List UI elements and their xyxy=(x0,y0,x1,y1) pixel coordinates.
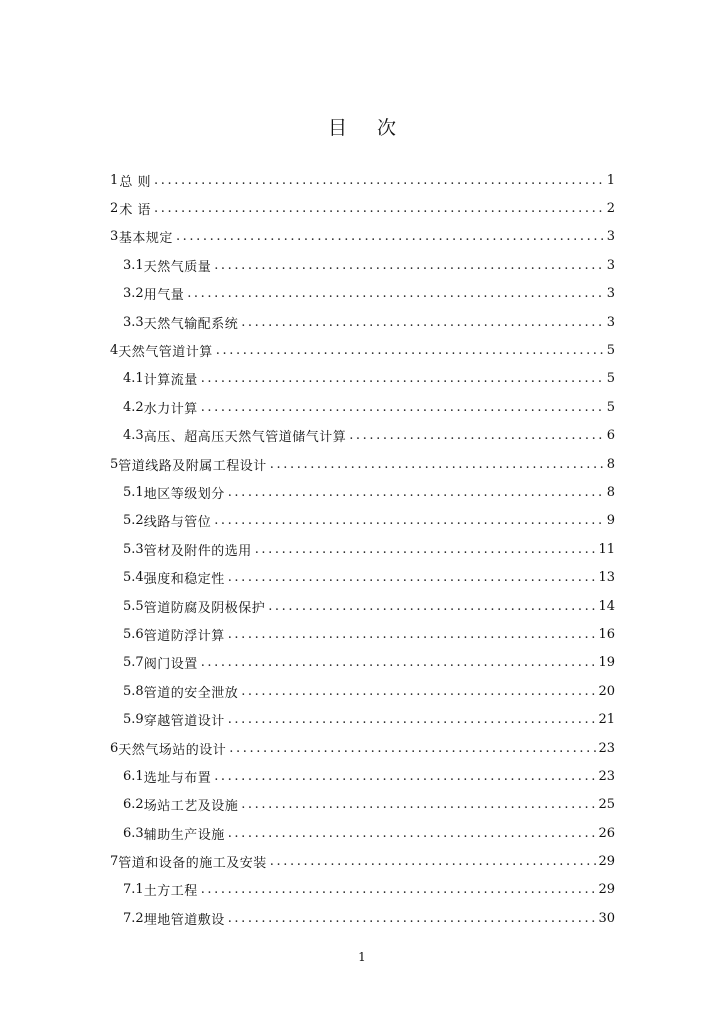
toc-entry-number: 2 xyxy=(110,201,119,217)
toc-entry-title: 管道防腐及阴极保护 xyxy=(143,600,266,616)
toc-entry-page: 9 xyxy=(606,513,615,529)
dot-leader xyxy=(241,684,596,699)
toc-entry-title: 场站工艺及设施 xyxy=(143,799,239,815)
toc-entry-number: 6.3 xyxy=(123,825,144,841)
toc-entry-page: 11 xyxy=(598,541,615,557)
toc-entry[interactable] xyxy=(110,762,615,790)
toc-entry[interactable] xyxy=(110,677,615,705)
dot-leader xyxy=(216,343,605,358)
toc-entry-page: 2 xyxy=(606,201,615,217)
toc-entry-title: 土方工程 xyxy=(143,884,198,900)
dot-leader xyxy=(201,400,605,415)
toc-entry-title: 管道的安全泄放 xyxy=(143,685,239,701)
toc-entry-title: 术 语 xyxy=(119,203,152,219)
toc-entry-title: 穿越管道设计 xyxy=(143,714,225,730)
toc-entry-title: 水力计算 xyxy=(143,401,198,417)
toc-entry[interactable] xyxy=(110,194,615,222)
toc-entry-number: 1 xyxy=(110,172,119,188)
dot-leader xyxy=(270,457,605,472)
toc-entry-page: 21 xyxy=(598,712,615,728)
dot-leader xyxy=(154,201,605,216)
toc-entry-title: 管道线路及附属工程设计 xyxy=(118,458,267,474)
toc-entry-page: 13 xyxy=(598,570,615,586)
toc-entry[interactable] xyxy=(110,734,615,762)
toc-entry[interactable] xyxy=(110,280,615,308)
toc-entry-title: 阀门设置 xyxy=(143,657,198,673)
toc-entry-title: 辅助生产设施 xyxy=(143,827,225,843)
toc-entry-number: 4.3 xyxy=(123,428,144,444)
toc-entry-title: 天然气管道计算 xyxy=(118,345,213,361)
dot-leader xyxy=(187,286,605,301)
toc-entry-page: 30 xyxy=(598,910,615,926)
toc-entry[interactable] xyxy=(110,649,615,677)
dot-leader xyxy=(228,570,597,585)
toc-entry-page: 3 xyxy=(606,257,615,273)
dot-leader xyxy=(214,769,596,784)
toc-entry-page: 6 xyxy=(606,428,615,444)
toc-entry-page: 16 xyxy=(598,626,615,642)
dot-leader xyxy=(268,599,596,614)
toc-entry-number: 5.6 xyxy=(123,626,144,642)
toc-entry-title: 用气量 xyxy=(143,288,185,304)
toc-entry-page: 5 xyxy=(606,399,615,415)
toc-entry-title: 选址与布置 xyxy=(143,770,212,786)
toc-entry-title: 天然气质量 xyxy=(143,259,212,275)
toc-entry[interactable] xyxy=(110,422,615,450)
toc-entry-number: 5.3 xyxy=(123,541,144,557)
toc-entry-number: 3.1 xyxy=(123,257,144,273)
toc-entry-number: 3.2 xyxy=(123,286,144,302)
dot-leader xyxy=(270,854,597,869)
dot-leader xyxy=(228,826,597,841)
dot-leader xyxy=(201,882,597,897)
toc-entry-title: 管材及附件的选用 xyxy=(143,543,252,559)
toc-entry-page: 23 xyxy=(598,740,615,756)
toc-entry-page: 5 xyxy=(606,371,615,387)
toc-entry-number: 6 xyxy=(110,740,119,756)
toc-entry[interactable] xyxy=(110,620,615,648)
dot-leader xyxy=(228,911,597,926)
toc-entry[interactable] xyxy=(110,904,615,932)
toc-entry-title: 强度和稳定性 xyxy=(143,572,225,588)
toc-entry-page: 29 xyxy=(598,854,615,870)
dot-leader xyxy=(241,315,605,330)
toc-entry-number: 7.1 xyxy=(123,882,144,898)
toc-entry-number: 3.3 xyxy=(123,314,144,330)
toc-entry-page: 20 xyxy=(598,683,615,699)
toc-entry[interactable] xyxy=(110,819,615,847)
toc-entry-page: 3 xyxy=(606,314,615,330)
table-of-contents xyxy=(110,166,615,933)
toc-entry[interactable] xyxy=(110,592,615,620)
toc-entry[interactable] xyxy=(110,507,615,535)
toc-entry-number: 5 xyxy=(110,456,119,472)
toc-entry-title: 管道和设备的施工及安装 xyxy=(118,856,267,872)
dot-leader xyxy=(229,741,596,756)
page-number: 1 xyxy=(358,950,366,964)
toc-entry-number: 5.8 xyxy=(123,683,144,699)
toc-entry-number: 7.2 xyxy=(123,910,144,926)
toc-entry[interactable] xyxy=(110,223,615,251)
toc-entry-page: 8 xyxy=(606,484,615,500)
toc-entry-title: 埋地管道敷设 xyxy=(143,912,225,928)
toc-entry-number: 6.1 xyxy=(123,768,144,784)
toc-entry-page: 29 xyxy=(598,882,615,898)
toc-entry-page: 3 xyxy=(606,286,615,302)
toc-entry-page: 8 xyxy=(606,456,615,472)
toc-entry[interactable] xyxy=(110,478,615,506)
toc-entry-title: 地区等级划分 xyxy=(143,486,225,502)
toc-entry[interactable] xyxy=(110,535,615,563)
dot-leader xyxy=(228,627,597,642)
toc-entry-title: 高压、超高压天然气管道储气计算 xyxy=(143,430,347,446)
page-title: 目 次 xyxy=(327,117,409,139)
toc-entry-page: 26 xyxy=(598,825,615,841)
toc-entry-page: 3 xyxy=(606,229,615,245)
dot-leader xyxy=(255,542,597,557)
toc-entry-number: 5.4 xyxy=(123,570,144,586)
toc-entry[interactable] xyxy=(110,791,615,819)
toc-entry-page: 25 xyxy=(598,797,615,813)
toc-entry[interactable] xyxy=(110,563,615,591)
toc-entry-number: 6.2 xyxy=(123,797,144,813)
toc-entry[interactable] xyxy=(110,847,615,875)
toc-entry-number: 5.7 xyxy=(123,655,144,671)
dot-leader xyxy=(176,229,605,244)
toc-entry-number: 5.1 xyxy=(123,484,144,500)
toc-entry-number: 5.2 xyxy=(123,513,144,529)
dot-leader xyxy=(214,258,605,273)
toc-entry-title: 计算流量 xyxy=(143,373,198,389)
toc-entry-number: 5.5 xyxy=(123,598,144,614)
dot-leader xyxy=(349,428,605,443)
toc-entry-page: 19 xyxy=(598,655,615,671)
toc-entry[interactable] xyxy=(110,876,615,904)
toc-entry-number: 4.1 xyxy=(123,371,144,387)
dot-leader xyxy=(201,655,597,670)
toc-entry[interactable] xyxy=(110,336,615,364)
dot-leader xyxy=(201,371,605,386)
toc-entry-page: 23 xyxy=(598,768,615,784)
toc-entry[interactable] xyxy=(110,365,615,393)
toc-entry-title: 线路与管位 xyxy=(143,515,212,531)
toc-entry[interactable] xyxy=(110,705,615,733)
toc-entry[interactable] xyxy=(110,251,615,279)
toc-entry-number: 7 xyxy=(110,854,119,870)
toc-entry[interactable] xyxy=(110,166,615,194)
toc-entry-page: 14 xyxy=(598,598,615,614)
toc-entry-number: 3 xyxy=(110,229,119,245)
toc-entry-title: 管道防浮计算 xyxy=(143,628,225,644)
toc-entry[interactable] xyxy=(110,450,615,478)
toc-entry-number: 5.9 xyxy=(123,712,144,728)
toc-entry-page: 5 xyxy=(606,343,615,359)
toc-entry-title: 总 则 xyxy=(119,174,152,190)
toc-entry-number: 4 xyxy=(110,343,119,359)
dot-leader xyxy=(214,513,605,528)
dot-leader xyxy=(228,485,605,500)
dot-leader xyxy=(241,797,596,812)
toc-entry-page: 1 xyxy=(606,172,615,188)
toc-entry-number: 4.2 xyxy=(123,399,144,415)
dot-leader xyxy=(228,712,597,727)
toc-entry-title: 基本规定 xyxy=(118,231,173,247)
toc-entry[interactable] xyxy=(110,308,615,336)
toc-entry[interactable] xyxy=(110,393,615,421)
toc-entry-title: 天然气场站的设计 xyxy=(118,742,227,758)
dot-leader xyxy=(154,173,605,188)
toc-entry-title: 天然气输配系统 xyxy=(143,316,239,332)
